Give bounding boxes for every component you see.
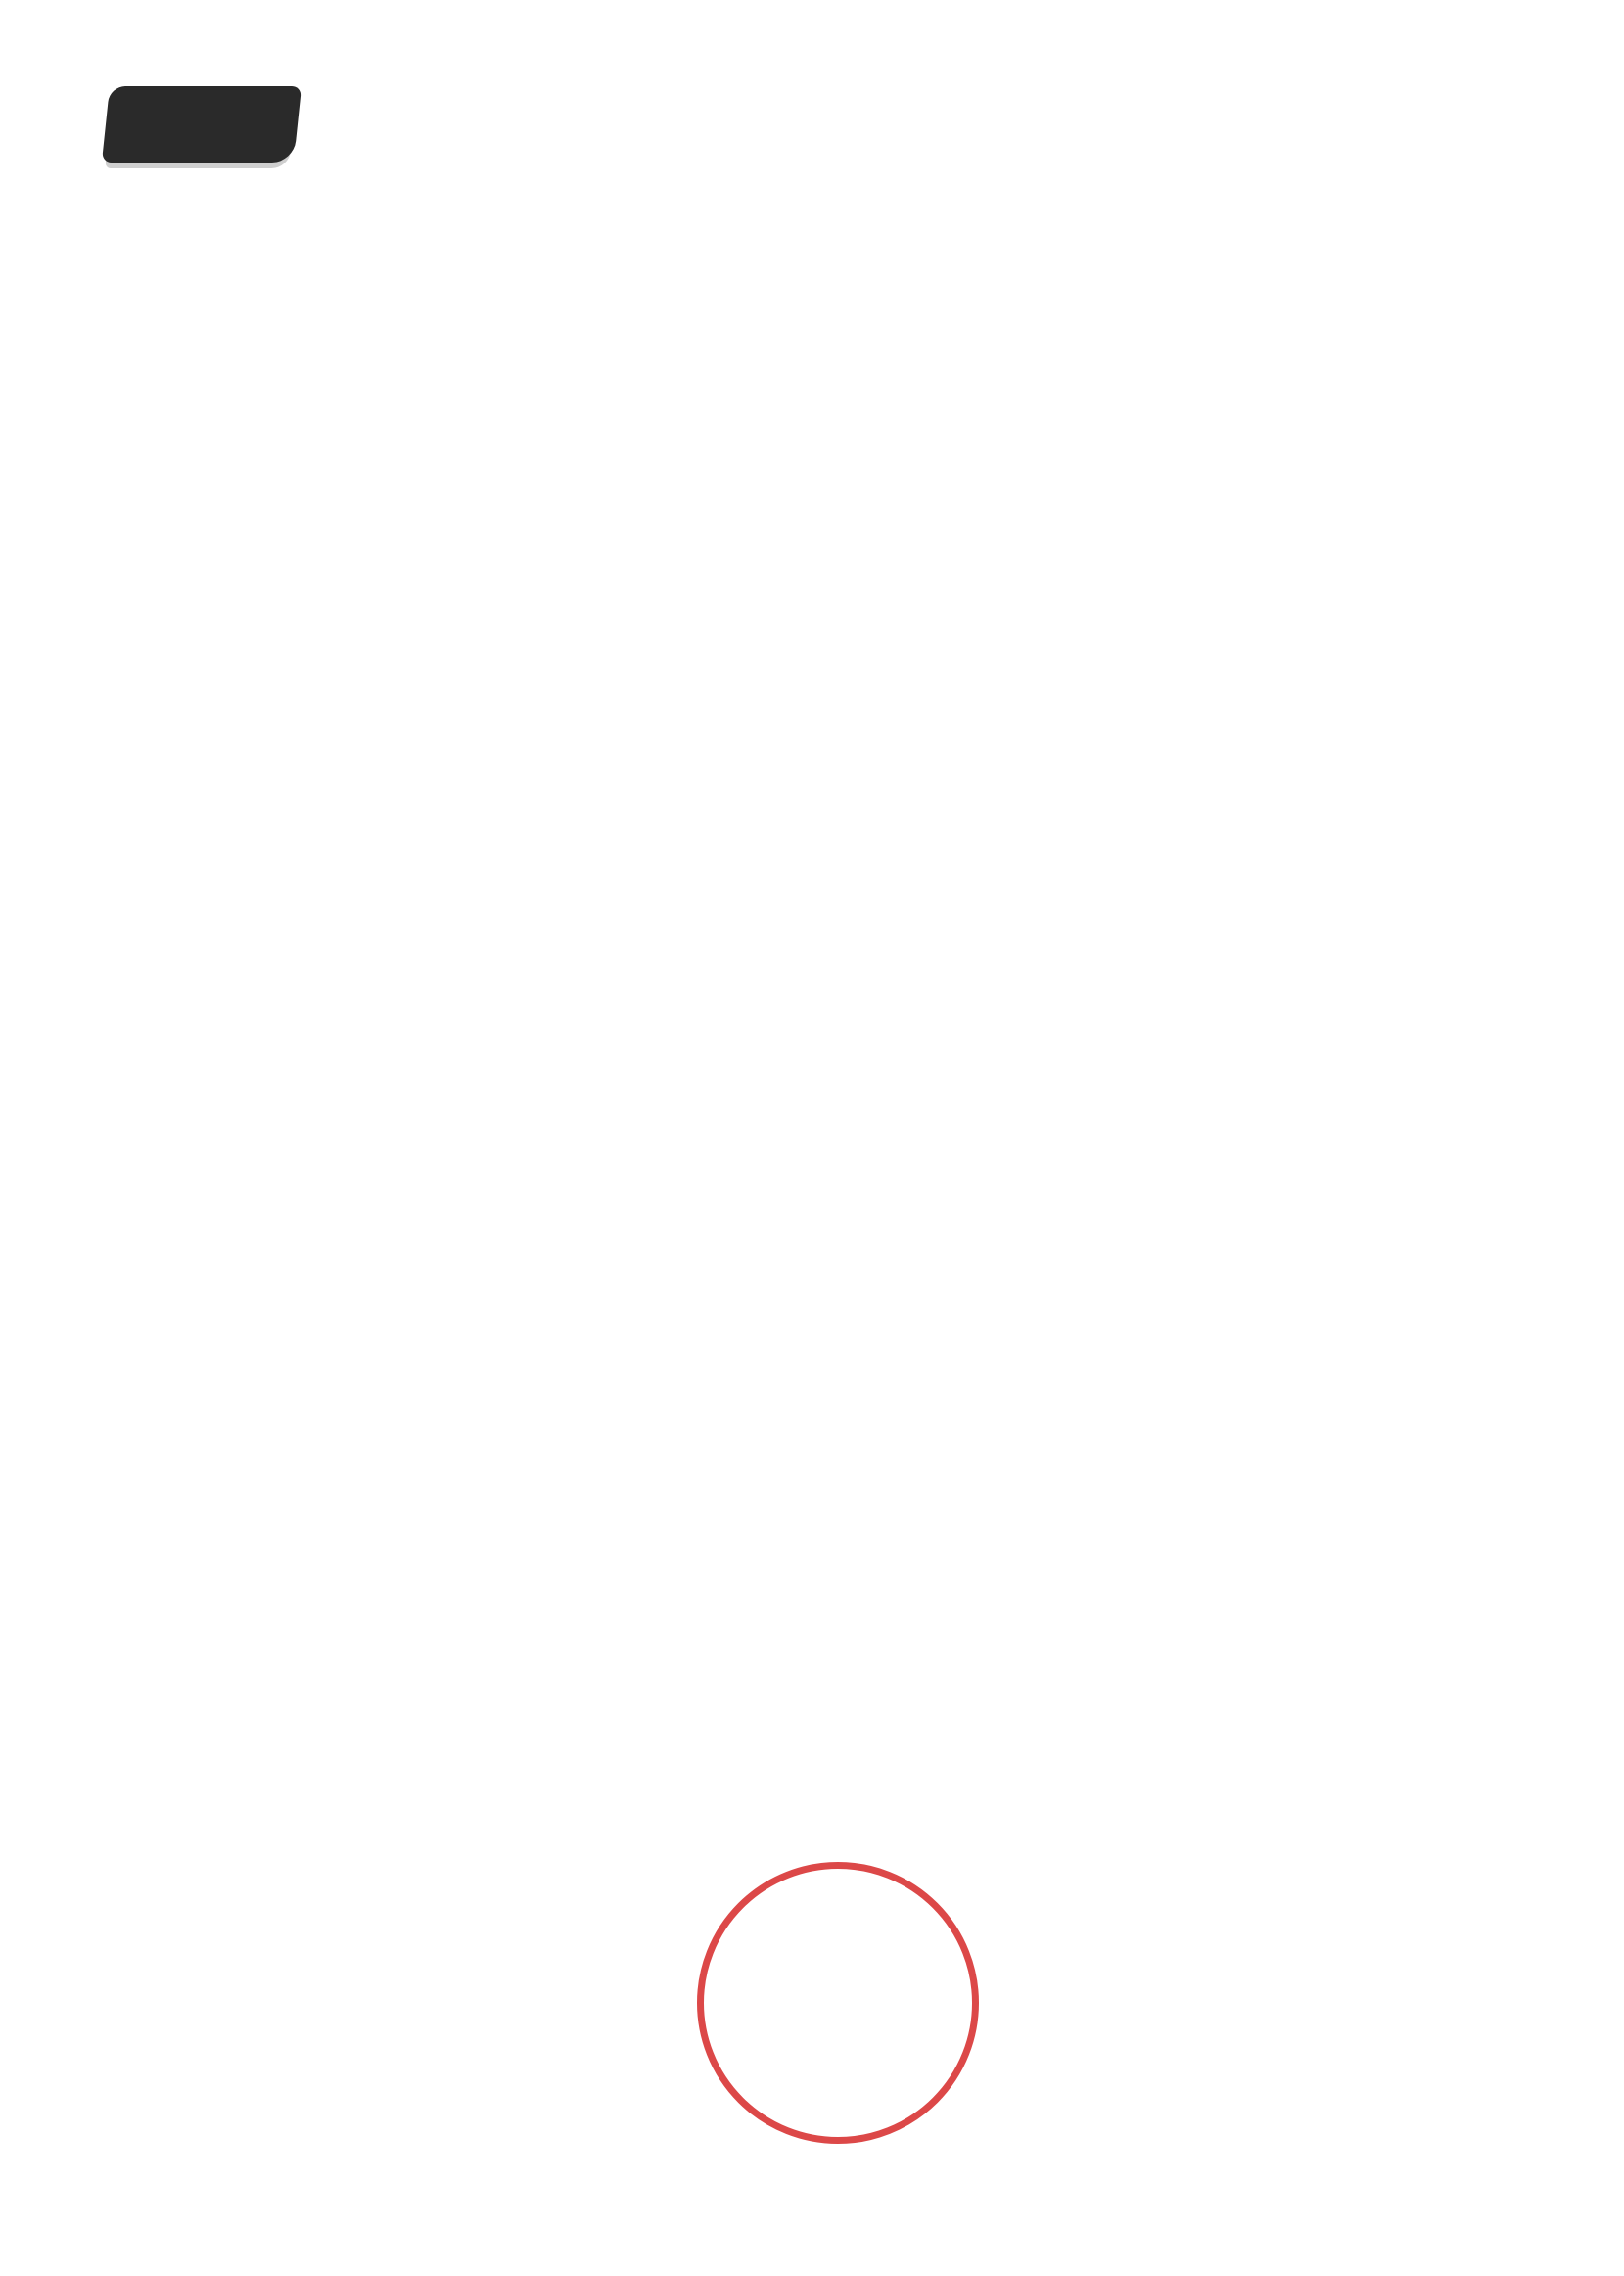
page-info bbox=[984, 251, 1050, 283]
company-logo bbox=[102, 86, 302, 163]
company-seal bbox=[697, 1862, 979, 2144]
seal-text bbox=[712, 1932, 963, 2024]
